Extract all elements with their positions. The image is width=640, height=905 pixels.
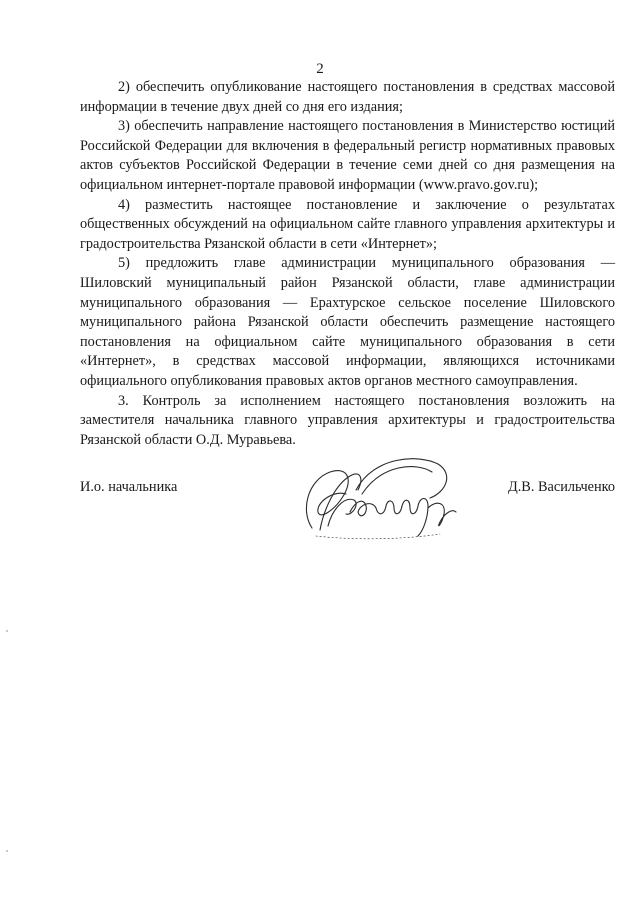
scan-margin-mark [6,850,8,852]
signatory-name: Д.В. Васильченко [507,479,615,495]
scan-margin-mark [6,630,8,632]
signatory-title: И.о. начальника [80,479,178,495]
handwritten-signature [290,450,465,550]
paragraph-publication: 2) обеспечить опубликование настоящего постановления в средствах массовой информации в течение двух дней со дня его издания; [80,79,615,115]
paragraph-website-posting: 4) разместить настоящее постановление и заключение о результатах общественных обсуждений на официальном сайте главного управления архитектуры и градостроительства Рязанской области в сети «Интернет»; [80,196,615,252]
paragraph-ministry-of-justice: 3) обеспечить направление настоящего постановления в Министерство юстиций Российской Федерации для включения в федеральный регистр нормативных правовых актов субъектов Российской Федерации в течение семи дней со дня размещения на официальном интернет-портале правовой информации (www.pravo.gov.ru); [80,118,615,193]
signature-block [80,478,615,558]
paragraph-municipal-heads: 5) предложить главе администрации муниципального образования — Шиловский муниципальный район Рязанской области, главе администрации муниципального образования — Ерахтурское сельское поселение Шиловского муниципального района Рязанской области обеспечить размещение настоящего постановления на официальном сайте муниципального образования в сети «Интернет», в средствах массовой информации, являющихся источниками официального опубликования правовых актов органов местного самоуправления. [80,255,615,389]
page-number: 2 [316,61,324,77]
paragraph-control: 3. Контроль за исполнением настоящего постановления возложить на заместителя начальника главного управления архитектуры и градостроительства Рязанской области О.Д. Муравьева. [80,392,615,448]
document-body [80,78,615,450]
